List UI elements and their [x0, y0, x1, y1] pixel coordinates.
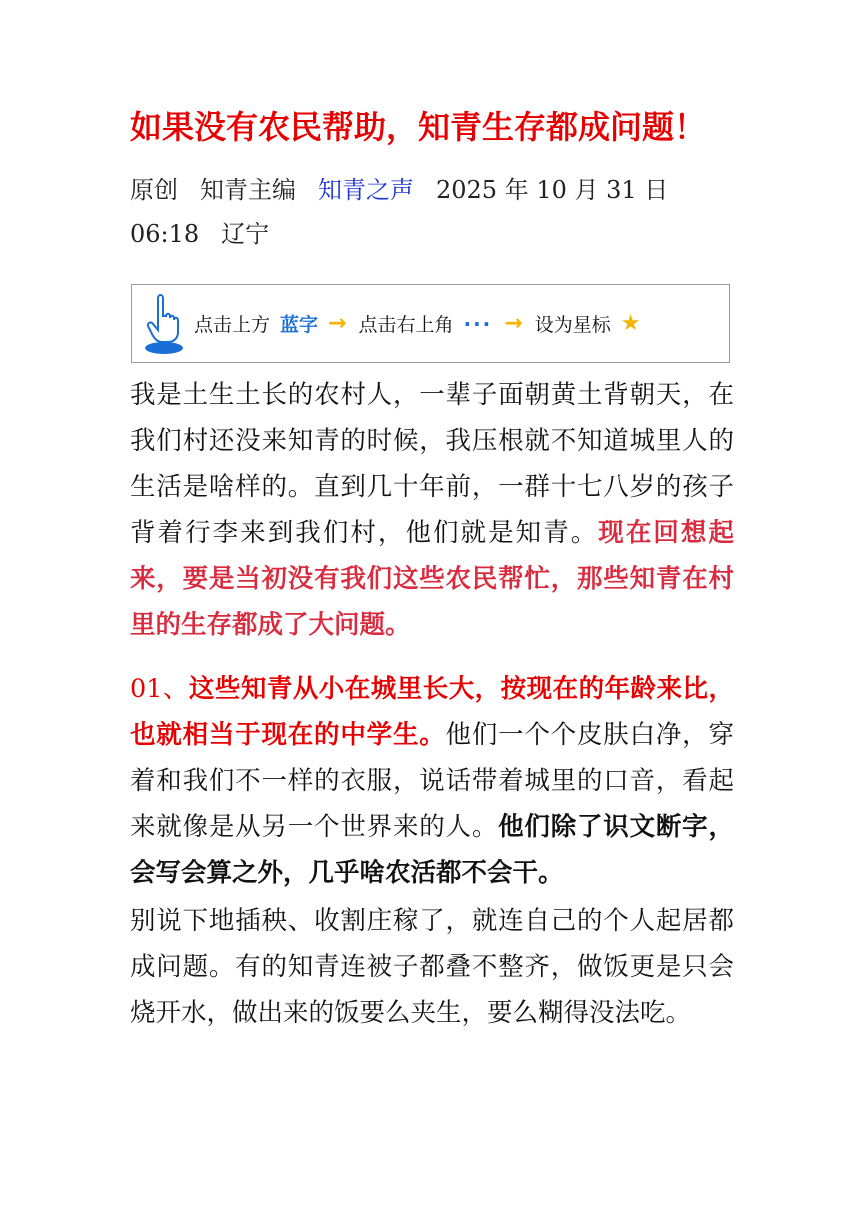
arrow-right-icon: → — [504, 311, 523, 336]
paragraph-text: 他们一个个皮肤白净，穿着和我们不一样的衣服，说话带着城里的口音，看起来就像是从另一个世界来的人。 — [130, 720, 734, 842]
paragraph-highlight: 现在回想起来，要是当初没有我们这些农民帮忙，那些知青在村里的生存都成了大问题。 — [130, 518, 734, 640]
banner-step2: 点击右上角 — [358, 314, 454, 336]
paragraph-intro — [130, 372, 734, 648]
paragraph-text: 别说下地插秧、收割庄稼了，就连自己的个人起居都成问题。有的知青连被子都叠不整齐，做饭更是只会烧开水，做出来的饭要么夹生，要么糊得没法吃。 — [130, 906, 734, 1028]
publish-date: 2025 年 10 月 31 日 — [436, 176, 669, 204]
author-name: 知青主编 — [200, 176, 296, 204]
publish-location: 辽宁 — [221, 220, 270, 248]
paragraph-section-01 — [130, 666, 734, 896]
paragraph-text: 我是土生土长的农村人，一辈子面朝黄土背朝天，在我们村还没来知青的时候，我压根就不知道城里人的生活是啥样的。直到几十年前，一群十七八岁的孩子背着行李来到我们村，他们就是知青。 — [130, 380, 734, 548]
pointing-hand-icon — [142, 292, 186, 356]
arrow-right-icon: → — [328, 311, 347, 336]
star-icon: ★ — [620, 311, 641, 336]
publish-time: 06:18 — [130, 220, 200, 248]
paragraph-highlight: 这些知青从小在城里长大，按现在的年龄来比，也就相当于现在的中学生。 — [130, 674, 734, 750]
follow-guide-banner — [131, 284, 730, 363]
banner-step1: 点击上方 — [194, 314, 271, 336]
article-meta — [130, 168, 730, 256]
paragraph-bold: 他们除了识文断字，会写会算之外，几乎啥农活都不会干。 — [130, 812, 734, 888]
original-tag: 原创 — [130, 176, 178, 204]
account-name-link[interactable]: 知青之声 — [318, 176, 414, 204]
banner-step1-highlight: 蓝字 — [280, 314, 319, 336]
section-number: 01、 — [130, 674, 189, 704]
banner-step3: 设为星标 — [534, 314, 611, 336]
more-dots-icon: ··· — [463, 311, 493, 336]
article-title: 如果没有农民帮助，知青生存都成问题！ — [130, 108, 707, 146]
paragraph-daily-life — [130, 898, 734, 1036]
